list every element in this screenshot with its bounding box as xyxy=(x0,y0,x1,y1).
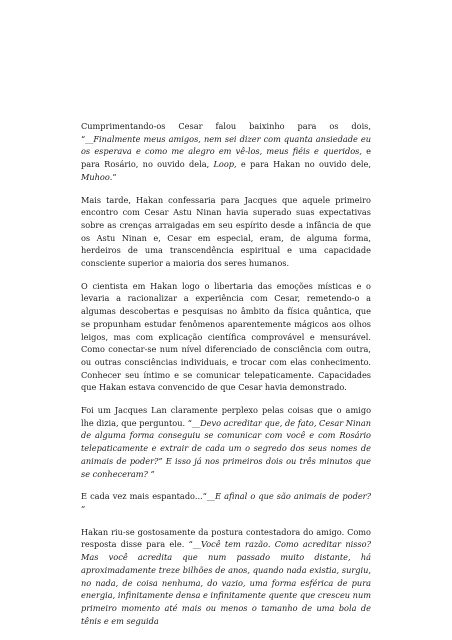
text-run: O cientista em Hakan logo o libertaria das emoções místicas e o levaria a racionalizar a experiência com Cesar, remetendo-o a algumas descobertas e pesquisas no âmbito da física quântica, que se propunham estudar fenômenos aparentemente mágicos aos olhos leigos, mas com explicação científica comprovável e mensurável. Como conectar-se num nível diferenciado de consciência com outra, ou outras consciências individuais, e trocar com elas conhecimento. Conhecer seu íntimo e se comunicar telepaticamente. Capacidades que Hakan estava convencido de que Cesar havia demonstrado. xyxy=(81,280,371,393)
text-run: Cumprimentando-os Cesar falou baixinho para os dois, “__ xyxy=(81,121,371,144)
italic-run: E afinal o que são animais de poder? ” xyxy=(81,491,371,514)
italic-run: Muhoo xyxy=(81,171,110,182)
text-run: Mais tarde, Hakan confessaria para Jacques que aquele primeiro encontro com Cesar Astu Ninan havia superado suas expectativas sobre as crenças arraigadas em seu espírito desde a infância de que os Astu Ninan e, Cesar em especial, eram, de alguma forma, herdeiros de uma transcendência espiritual e uma capacidade consciente superior a maioria dos seres humanos. xyxy=(81,194,371,269)
paragraph-4 xyxy=(81,404,371,480)
document-body xyxy=(81,120,371,627)
paragraph-3 xyxy=(81,280,371,394)
text-run: e para Hakan no ouvido dele, xyxy=(236,159,371,170)
italic-run: Loop, xyxy=(213,159,237,170)
text-run: .” xyxy=(109,171,117,182)
text-run: E cada vez mais espantado...“__ xyxy=(81,491,216,502)
paragraph-6 xyxy=(81,526,371,628)
paragraph-1 xyxy=(81,120,371,184)
paragraph-5 xyxy=(81,490,371,515)
text-run: Foi um Jacques Lan claramente perplexo pelas coisas que o amigo lhe dizia, que perguntou. “__ xyxy=(81,405,371,428)
italic-run: Você tem razão. Como acreditar nisso? Mas você acredita que num passado muito distante, há aproximadamente treze bilhões de anos, quando nada existia, surgiu, no nada, de coisa nenhuma, do vazio, uma forma esférica de pura energia, infinitamente densa e infinitamente quente que cresceu num primeiro momento até mais ou menos o tamanho de uma bola de tênis e em seguida xyxy=(81,539,372,626)
text-run: e para Rosário, no ouvido dela, xyxy=(81,146,371,170)
italic-run: Devo acreditar que, de fato, Cesar Ninan de alguma forma conseguiu se comunicar com você e com Rosário telepaticamente e extrair de cada um o segredo dos seus nomes de animais de poder?” E isso já nos primeiros dois ou três minutos que se conheceram? ” xyxy=(81,417,371,479)
paragraph-2 xyxy=(81,194,371,270)
italic-run: Finalmente meus amigos, nem sei dizer com quanta ansiedade eu os esperava e como me alegro em vê-los, meus fiéis e queridos, xyxy=(81,133,371,157)
text-run: Hakan riu-se gostosamente da postura contestadora do amigo. Como resposta disse para ele. “__ xyxy=(81,526,371,550)
